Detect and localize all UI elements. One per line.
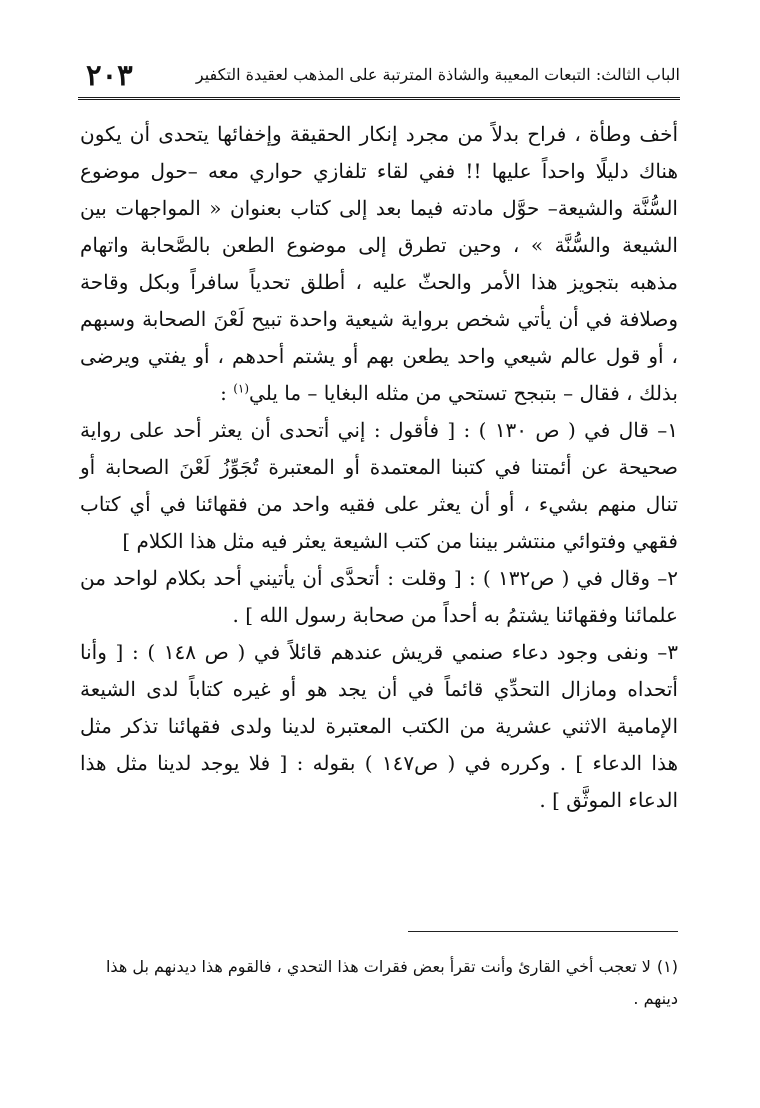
page-header [78, 56, 680, 100]
footnote-marker: (١) [656, 957, 678, 976]
main-body [80, 116, 678, 819]
page-number: ٢٠٣ [86, 58, 133, 92]
paragraph-intro-ending: : [220, 381, 234, 405]
paragraph-intro [80, 116, 678, 412]
paragraph-intro-text: أخف وطأة ، فراح بدلاً من مجرد إنكار الحقيقة وإخفائها يتحدى أن يكون هناك دليلًا واحداً عليها !! ففي لقاء تلفازي حواري معه –حول موضوع السُّنَّة والشيعة– حوَّل مادته فيما بعد إلى كتاب بعنوان « المواجهات بين الشيعة والسُّنَّة » ، وحين تطرق إلى موضوع الطعن بالصَّحابة واتهام مذهبه بتجويز هذا الأمر والحثّ عليه ، أطلق تحدياً سافراً وبكل وقاحة وصلافة في أن يأتي شخص برواية شيعية واحدة تبيح لَعْنَ الصحابة وسبهم ، أو قول عالم شيعي واحد يطعن بهم أو يشتم أحدهم ، أو يفتي ويرضى بذلك ، فقال – بتبجح تستحي من مثله البغايا – ما يلي [80, 122, 678, 405]
footnote [82, 951, 678, 1015]
footnote-text: لا تعجب أخي القارئ وأنت تقرأ بعض فقرات هذا التحدي ، فالقوم هذا ديدنهم بل هذا دينهم . [105, 957, 678, 1008]
running-title: الباب الثالث: التبعات المعيبة والشاذة المترتبة على المذهب لعقيدة التكفير [195, 65, 680, 84]
footnote-separator [408, 931, 678, 932]
quote-item-3: ٣– ونفى وجود دعاء صنمي قريش عندهم قائلاً في ( ص ١٤٨ ) : [ وأنا أتحداه ومازال التحدِّي قائماً في أن يجد هو أو غيره كتاباً لدى الشيعة الإمامية الاثني عشرية من الكتب المعتبرة لدينا ولدى فقهائنا تذكر مثل هذا الدعاء ] . وكرره في ( ص١٤٧ ) بقوله : [ فلا يوجد لدينا مثل هذا الدعاء الموثَّق ] . [80, 640, 678, 812]
quote-item-1: ١– قال في ( ص ١٣٠ ) : [ فأقول : إني أتحدى أن يعثر أحد على رواية صحيحة عن أئمتنا في كتبنا المعتمدة أو المعتبرة تُجَوِّزُ لَعْنَ الصحابة أو تنال منهم بشيء ، أو أن يعثر على فقيه واحد من فقهائنا في أي كتاب فقهي وفتوائي منتشر بيننا من كتب الشيعة يعثر فيه مثل هذا الكلام ] [80, 418, 679, 553]
quote-item-2: ٢– وقال في ( ص١٣٢ ) : [ وقلت : أتحدَّى أن يأتيني أحد بكلام لواحد من علمائنا وفقهائنا يشتمُ به أحداً من صحابة رسول الله ] . [80, 566, 678, 627]
header-rule [78, 97, 680, 100]
footnote-reference: (١) [233, 381, 250, 396]
